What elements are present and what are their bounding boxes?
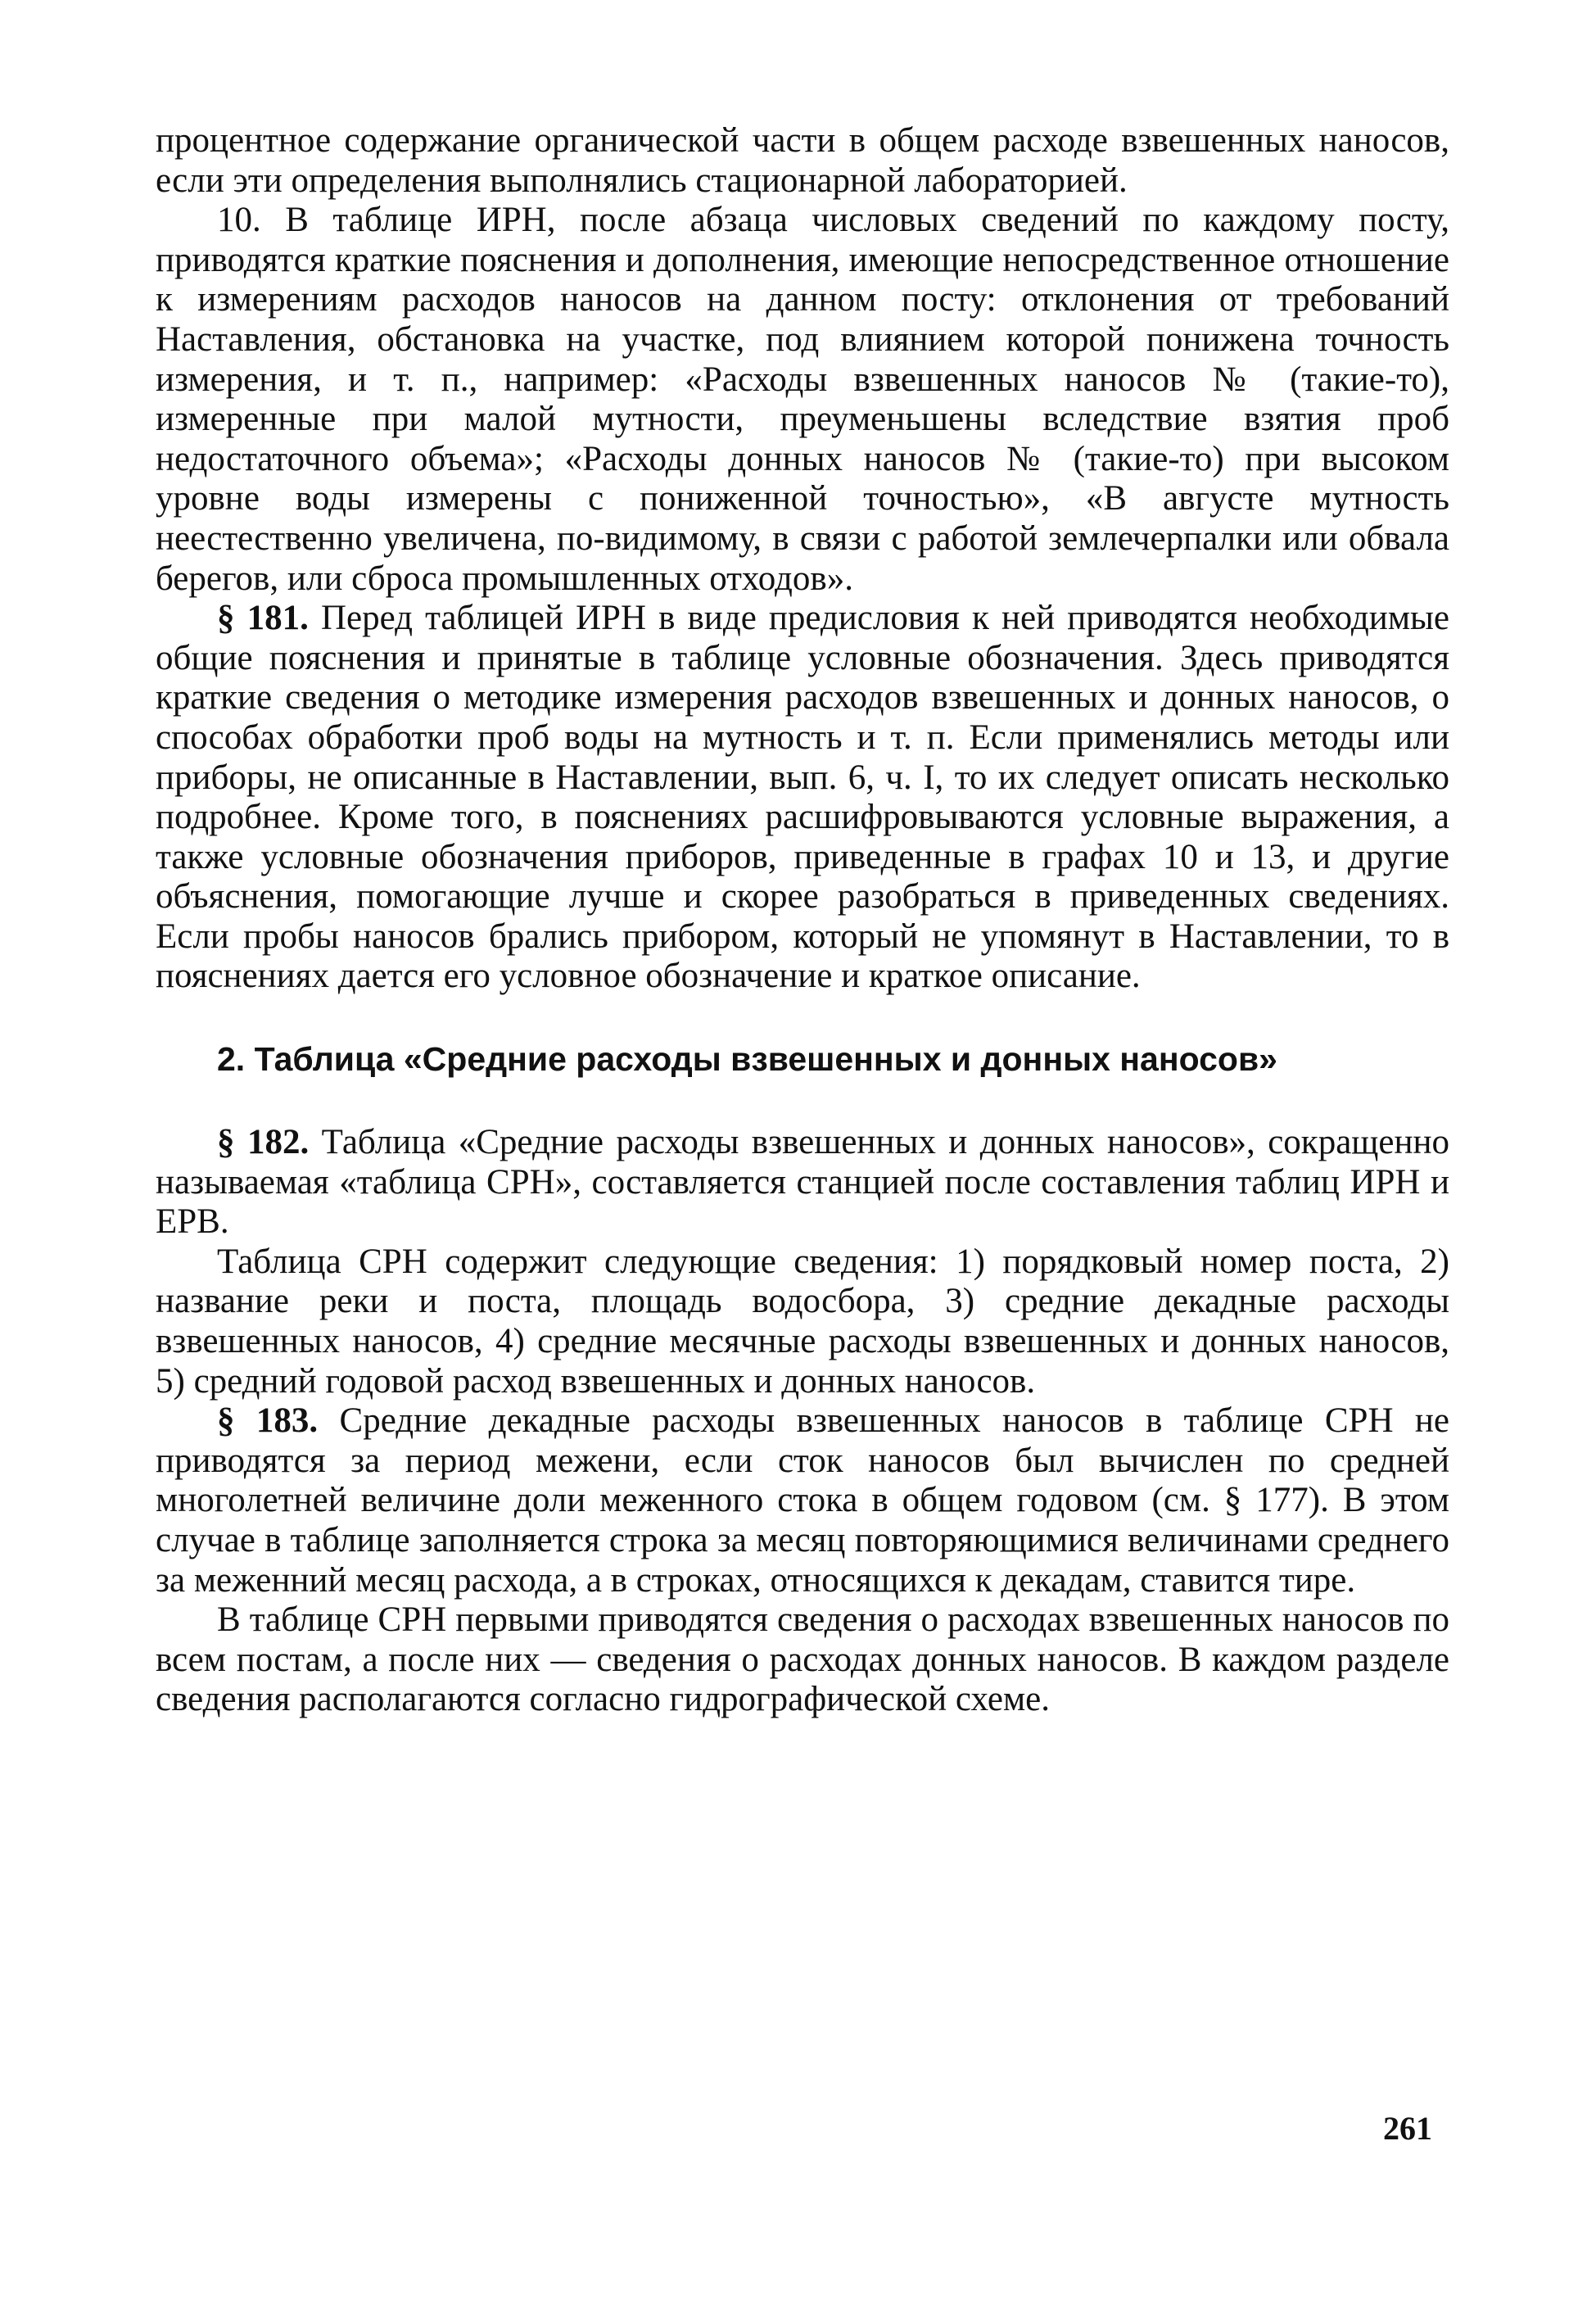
paragraph-section-182 xyxy=(156,1123,1449,1242)
page-number: 261 xyxy=(1383,2110,1432,2147)
page-content xyxy=(156,121,1449,1720)
section-number: § 183. xyxy=(217,1401,319,1441)
paragraph-section-181 xyxy=(156,599,1449,997)
paragraph-continuation xyxy=(156,121,1449,201)
paragraph-srn-contents xyxy=(156,1242,1449,1401)
section-number: § 182. xyxy=(217,1123,310,1162)
paragraph-text: Перед таблицей ИРН в виде предисловия к ней приводятся необходимые общие пояснения и принятые в таблице условные обозначения. Здесь приводятся краткие сведения о методике измерения расходов взвешенных и донных наносов, о способах обработки проб воды на мутность и т. п. Если применялись методы или приборы, не описанные в Наставлении, вып. 6, ч. I, то их следует описать несколько подробнее. Кроме того, в пояснениях расшифровываются условные выражения, а также условные обозначения приборов, приведенные в графах 10 и 13, и другие объяснения, помогающие лучше и скорее разобраться в приведенных сведениях. Если пробы наносов брались прибором, который не упомянут в Наставлении, то в пояснениях дается его условное обозначение и краткое описание. xyxy=(156,599,1450,996)
paragraph-text: Таблица «Средние расходы взвешенных и донных наносов», сокращенно называемая «таблица СРН», составляется станцией после составления таблиц ИРН и ЕРВ. xyxy=(156,1123,1450,1242)
paragraph-text: Средние декадные расходы взвешенных наносов в таблице СРН не приводятся за период межени, если сток наносов был вычислен по средней многолетней величине доли меженного стока в общем годовом (см. § 177). В этом случае в таблице заполняется строка за месяц повторяющимися величинами среднего за меженний месяц расхода, а в строках, относящихся к декадам, ставится тире. xyxy=(156,1401,1449,1600)
paragraph-text: процентное содержание органической части в общем расходе взвешенных наносов, если эти определения выполнялись стационарной лабораторией. xyxy=(156,121,1449,200)
paragraph-item-10 xyxy=(156,201,1449,599)
paragraph-section-183 xyxy=(156,1401,1449,1600)
paragraph-srn-order xyxy=(156,1600,1449,1720)
paragraph-text: В таблице СРН первыми приводятся сведения о расходах взвешенных наносов по всем постам, а после них — сведения о расходах донных наносов. В каждом разделе сведения располагаются согласно гидрографической схеме. xyxy=(156,1600,1449,1719)
section-number: § 181. xyxy=(217,599,309,638)
paragraph-text: Таблица СРН содержит следующие сведения: 1) порядковый номер поста, 2) название реки и поста, площадь водосбора, 3) средние декадные расходы взвешенных наносов, 4) средние месячные расходы взвешенных и донных наносов, 5) средний годовой расход взвешенных и донных наносов. xyxy=(156,1242,1449,1401)
section-heading: 2. Таблица «Средние расходы взвешенных и донных наносов» xyxy=(217,1040,1277,1079)
paragraph-text: 10. В таблице ИРН, после абзаца числовых сведений по каждому посту, приводятся краткие пояснения и дополнения, имеющие непосредственное отношение к измерениям расходов наносов на данном посту: отклонения от требований Наставления, обстановка на участке, под влиянием которой понижена точность измерения, и т. п., например: «Расходы взвешенных наносов № (такие-то), измеренные при малой мутности, преуменьшены вследствие взятия проб недостаточного объема»; «Расходы донных наносов № (такие-то) при высоком уровне воды измерены с пониженной точностью», «В августе мутность неестественно увеличена, по-видимому, в связи с работой землечерпалки или обвала берегов, или сброса промышленных отходов». xyxy=(156,201,1449,598)
